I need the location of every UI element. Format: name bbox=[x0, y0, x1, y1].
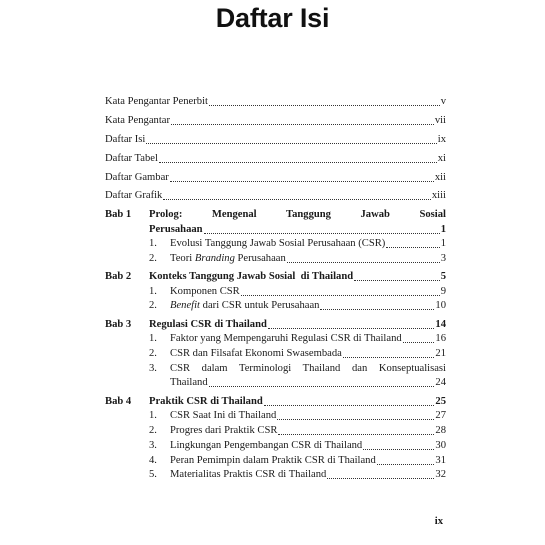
entry-page: 32 bbox=[435, 469, 446, 480]
entry-label: CSR dan Filsafat Ekonomi Swasembada bbox=[170, 348, 342, 359]
entry-label: Praktik CSR di Thailand bbox=[149, 396, 263, 407]
entry-label: Daftar Grafik bbox=[105, 190, 163, 201]
dot-leader bbox=[278, 427, 434, 435]
page-title: Daftar Isi bbox=[215, 3, 330, 33]
entry-page: 28 bbox=[435, 425, 446, 436]
dot-leader bbox=[204, 226, 440, 234]
entry-label: Evolusi Tanggung Jawab Sosial Perusahaan (CSR) bbox=[170, 238, 386, 249]
entry-page: 25 bbox=[435, 396, 446, 407]
dot-leader bbox=[327, 471, 434, 479]
entry-label: Daftar Isi bbox=[105, 134, 146, 145]
toc-entry-section[interactable] bbox=[170, 377, 446, 389]
toc-entry-chapter[interactable] bbox=[149, 319, 446, 331]
chapter-title-line[interactable]: Prolog: Mengenal Tanggung Jawab Sosial bbox=[149, 209, 446, 220]
chapter-number: Bab 4 bbox=[105, 396, 132, 407]
toc-entry-section[interactable] bbox=[149, 425, 446, 437]
entry-label: Lingkungan Pengembangan CSR di Thailand bbox=[170, 440, 363, 451]
toc-entry-front[interactable] bbox=[105, 153, 446, 165]
toc-entry-chapter[interactable] bbox=[149, 271, 446, 283]
entry-label: Benefit dari CSR untuk Perusahaan bbox=[170, 300, 320, 311]
toc-entry-section[interactable] bbox=[149, 253, 446, 265]
dot-leader bbox=[146, 136, 436, 144]
toc-entry-front[interactable] bbox=[105, 96, 446, 108]
dot-leader bbox=[163, 192, 431, 200]
entry-label: Konteks Tanggung Jawab Sosial di Thailand bbox=[149, 271, 354, 282]
entry-page: 24 bbox=[435, 377, 446, 388]
entry-page: 10 bbox=[435, 300, 446, 311]
chapter-number: Bab 2 bbox=[105, 271, 132, 282]
entry-page: ix bbox=[437, 134, 446, 145]
toc-entry-section[interactable] bbox=[149, 410, 446, 422]
section-label-line[interactable]: CSR dalam Terminologi Thailand dan Konseptualisasi bbox=[170, 363, 446, 374]
entry-page: xii bbox=[434, 172, 446, 183]
dot-leader bbox=[209, 379, 435, 387]
entry-page: vii bbox=[434, 115, 446, 126]
section-number: 3. bbox=[149, 363, 157, 374]
dot-leader bbox=[386, 240, 439, 248]
entry-page: 14 bbox=[435, 319, 446, 330]
dot-leader bbox=[170, 174, 434, 182]
toc-entry-section[interactable] bbox=[149, 300, 446, 312]
dot-leader bbox=[363, 442, 434, 450]
section-number: 1. bbox=[149, 286, 157, 297]
entry-page: 21 bbox=[435, 348, 446, 359]
section-number: 2. bbox=[149, 300, 157, 311]
entry-page: xi bbox=[437, 153, 446, 164]
toc-entry-section[interactable] bbox=[149, 455, 446, 467]
toc-entry-section[interactable] bbox=[149, 286, 446, 298]
entry-label: Komponen CSR bbox=[170, 286, 240, 297]
entry-page: 16 bbox=[435, 333, 446, 344]
entry-label: Thailand bbox=[170, 377, 208, 388]
toc-entry-front[interactable] bbox=[105, 115, 446, 127]
dot-leader bbox=[171, 117, 434, 125]
dot-leader bbox=[268, 321, 435, 329]
entry-page: 30 bbox=[435, 440, 446, 451]
dot-leader bbox=[264, 398, 435, 406]
dot-leader bbox=[159, 155, 437, 163]
dot-leader bbox=[354, 273, 440, 281]
entry-page: 9 bbox=[440, 286, 446, 297]
toc-entry-section[interactable] bbox=[149, 469, 446, 481]
toc-entry-section[interactable] bbox=[149, 348, 446, 360]
section-number: 5. bbox=[149, 469, 157, 480]
dot-leader bbox=[209, 98, 440, 106]
section-number: 3. bbox=[149, 440, 157, 451]
toc-entry-section[interactable] bbox=[149, 238, 446, 250]
section-number: 2. bbox=[149, 348, 157, 359]
section-number: 1. bbox=[149, 238, 157, 249]
entry-page: xiii bbox=[431, 190, 446, 201]
section-number: 4. bbox=[149, 455, 157, 466]
entry-label: Progres dari Praktik CSR bbox=[170, 425, 278, 436]
section-number: 2. bbox=[149, 425, 157, 436]
toc-entry-chapter[interactable] bbox=[149, 224, 446, 236]
entry-label: CSR Saat Ini di Thailand bbox=[170, 410, 277, 421]
chapter-number: Bab 3 bbox=[105, 319, 132, 330]
section-number: 1. bbox=[149, 410, 157, 421]
toc-entry-chapter[interactable] bbox=[149, 396, 446, 408]
entry-label: Kata Pengantar Penerbit bbox=[105, 96, 208, 107]
dot-leader bbox=[377, 457, 435, 465]
dot-leader bbox=[320, 302, 434, 310]
entry-label: Peran Pemimpin dalam Praktik CSR di Thailand bbox=[170, 455, 376, 466]
entry-label: Daftar Gambar bbox=[105, 172, 169, 183]
toc-entry-section[interactable] bbox=[149, 333, 446, 345]
entry-page: 1 bbox=[440, 224, 446, 235]
entry-label: Regulasi CSR di Thailand bbox=[149, 319, 267, 330]
entry-page: 31 bbox=[435, 455, 446, 466]
entry-page: 5 bbox=[440, 271, 446, 282]
dot-leader bbox=[343, 350, 435, 358]
section-number: 1. bbox=[149, 333, 157, 344]
toc-entry-front[interactable] bbox=[105, 134, 446, 146]
entry-page: 1 bbox=[440, 238, 446, 249]
toc-entry-front[interactable] bbox=[105, 172, 446, 184]
dot-leader bbox=[277, 412, 434, 420]
dot-leader bbox=[287, 255, 440, 263]
chapter-number: Bab 1 bbox=[105, 209, 132, 220]
entry-label: Teori Branding Perusahaan bbox=[170, 253, 286, 264]
entry-label: Faktor yang Mempengaruhi Regulasi CSR di Thailand bbox=[170, 333, 402, 344]
dot-leader bbox=[403, 335, 435, 343]
entry-label: Kata Pengantar bbox=[105, 115, 171, 126]
entry-label: Perusahaan bbox=[149, 224, 203, 235]
dot-leader bbox=[241, 288, 440, 296]
entry-page: v bbox=[440, 96, 446, 107]
section-number: 2. bbox=[149, 253, 157, 264]
entry-page: 3 bbox=[440, 253, 446, 264]
toc-entry-front[interactable] bbox=[105, 190, 446, 202]
entry-page: 27 bbox=[435, 410, 446, 421]
page-number: ix bbox=[434, 516, 443, 527]
entry-label: Daftar Tabel bbox=[105, 153, 158, 164]
toc-entry-section[interactable] bbox=[149, 440, 446, 452]
entry-label: Materialitas Praktis CSR di Thailand bbox=[170, 469, 327, 480]
